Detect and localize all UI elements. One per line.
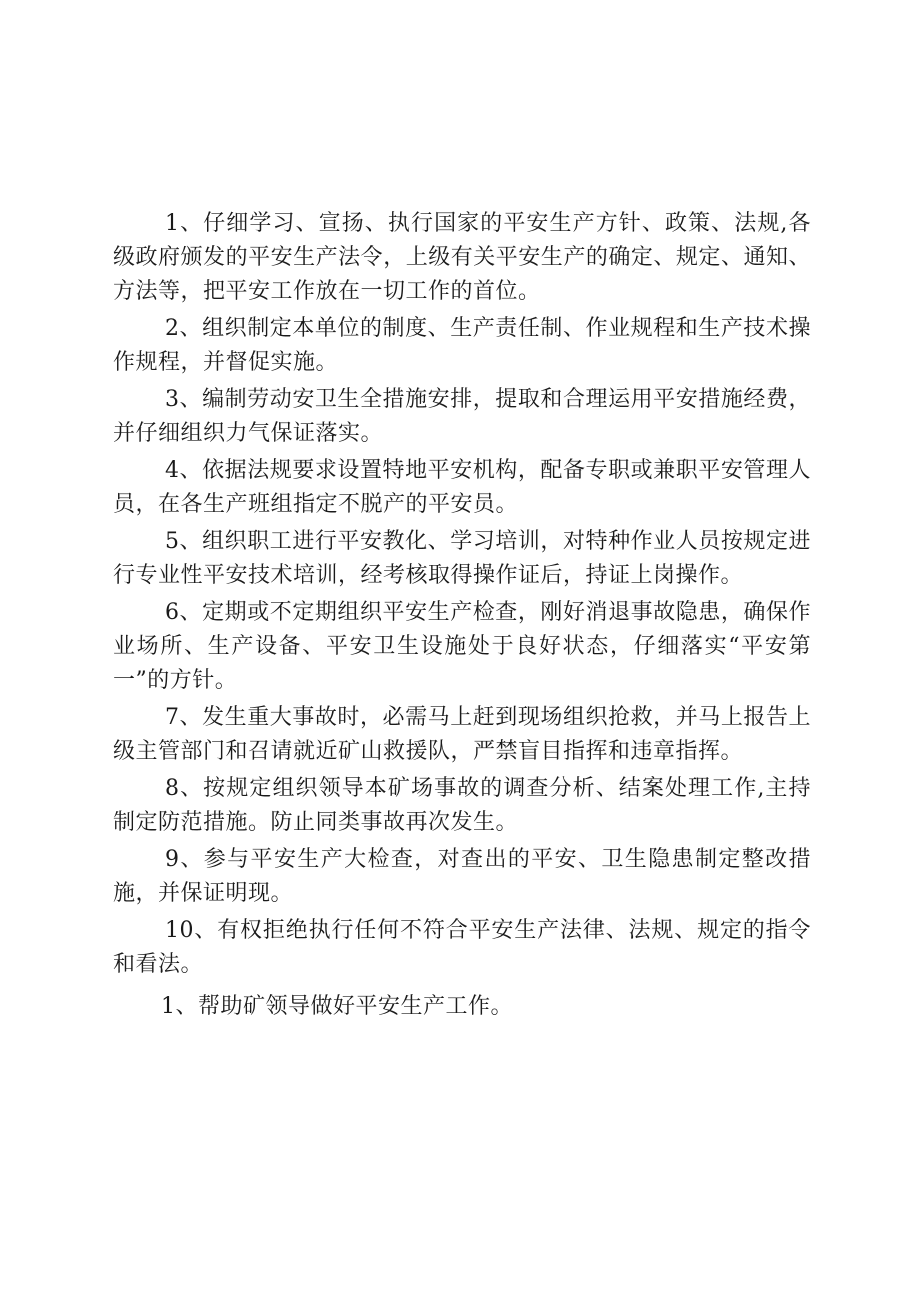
paragraph-10: 10、有权拒绝执行任何不符合平安生产法律、法规、规定的指令和看法。	[113, 918, 811, 977]
paragraph-8: 8、按规定组织领导本矿场事故的调查分析、结案处理工作,主持制定防范措施。防止同类事故再次发生。	[113, 776, 811, 835]
document-body	[113, 207, 811, 1027]
paragraph-1: 1、仔细学习、宣扬、执行国家的平安生产方针、政策、法规,各级政府颁发的平安生产法令，上级有关平安生产的确定、规定、通知、方法等，把平安工作放在一切工作的首位。	[113, 211, 811, 304]
paragraph-9: 9、参与平安生产大检查，对查出的平安、卫生隐患制定整改措施，并保证明现。	[113, 847, 811, 906]
sub-paragraph-1: 1、帮助矿领导做好平安生产工作。	[161, 994, 513, 1019]
paragraph-2: 2、组织制定本单位的制度、生产责任制、作业规程和生产技术操作规程，并督促实施。	[113, 316, 811, 375]
paragraph-7: 7、发生重大事故时，必需马上赶到现场组织抢救，并马上报告上级主管部门和召请就近矿山救援队，严禁盲目指挥和违章指挥。	[113, 705, 811, 764]
paragraph-5: 5、组织职工进行平安教化、学习培训，对特种作业人员按规定进行专业性平安技术培训，经考核取得操作证后，持证上岗操作。	[113, 529, 811, 588]
paragraph-6: 6、定期或不定期组织平安生产检查，刚好消退事故隐患，确保作业场所、生产设备、平安卫生设施处于良好状态，仔细落实“平安第一”的方针。	[113, 600, 811, 693]
paragraph-3: 3、编制劳动安卫生全措施安排，提取和合理运用平安措施经费，并仔细组织力气保证落实。	[113, 387, 811, 446]
paragraph-4: 4、依据法规要求设置特地平安机构，配备专职或兼职平安管理人员，在各生产班组指定不脱产的平安员。	[113, 458, 811, 517]
